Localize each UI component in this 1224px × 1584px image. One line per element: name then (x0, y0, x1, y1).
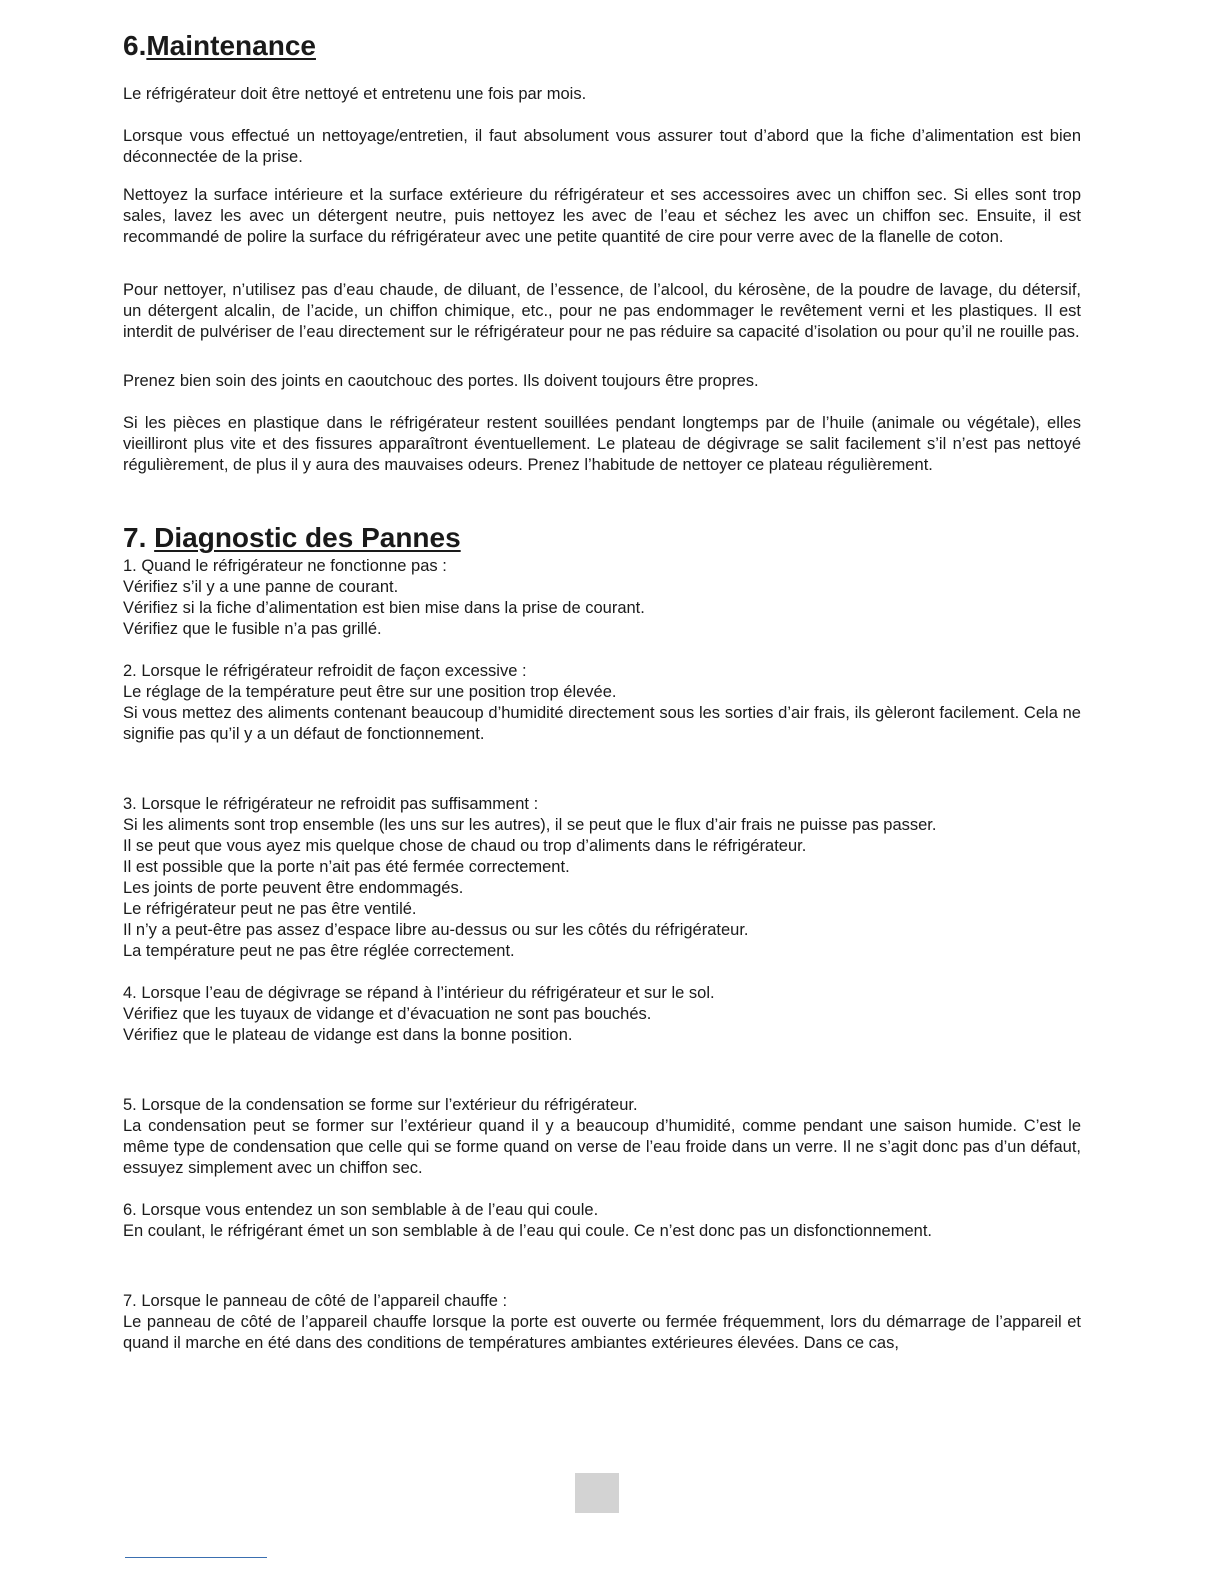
maintenance-paragraph-1: Le réfrigérateur doit être nettoyé et entretenu une fois par mois. (123, 85, 587, 103)
item-2-line: Le réglage de la température peut être sur une position trop élevée. (123, 683, 617, 701)
item-4-heading: 4. Lorsque l’eau de dégivrage se répand à l’intérieur du réfrigérateur et sur le sol. (123, 984, 715, 1002)
item-1-line: Vérifiez que le fusible n’a pas grillé. (123, 620, 382, 638)
item-3-line: Il n’y a peut-être pas assez d’espace libre au-dessus ou sur les côtés du réfrigérateur. (123, 921, 749, 939)
diagnostic-item-7 (123, 1291, 1081, 1354)
item-3-line: Les joints de porte peuvent être endommagés. (123, 879, 464, 897)
diagnostic-item-5 (123, 1095, 1081, 1179)
item-5-paragraph: La condensation peut se former sur l’extérieur quand il y a beaucoup d’humidité, comme pendant une saison humide. C’est le même type de condensation que celle qui se forme quand on verse de l’eau froide dans un verre. Il ne s’agit donc pas d’un défaut, essuyez simplement avec un chiffon sec. (123, 1117, 1081, 1177)
section-7-number: 7. (123, 522, 155, 553)
maintenance-paragraph-3: Nettoyez la surface intérieure et la surface extérieure du réfrigérateur et ses accessoires avec un chiffon sec. Si elles sont trop sales, lavez les avec un détergent neutre, puis nettoyez les avec de l’eau et séchez les avec un chiffon sec. Ensuite, il est recommandé de polire la surface du réfrigérateur avec une petite quantité de cire pour verre avec de la flanelle de coton. (123, 186, 1081, 246)
maintenance-paragraph-4: Pour nettoyer, n’utilisez pas d’eau chaude, de diluant, de l’essence, de l’alcool, du kérosène, de la poudre de lavage, du détersif, un détergent alcalin, de l’acide, un chiffon chimique, etc., pour ne pas endommager le revêtement verni et les plastiques. Il est interdit de pulvériser de l’eau directement sur le réfrigérateur pour ne pas réduire sa capacité d’isolation ou pour qu’il ne rouille pas. (123, 281, 1081, 341)
item-1-line: Vérifiez si la fiche d’alimentation est bien mise dans la prise de courant. (123, 599, 645, 617)
item-3-line: La température peut ne pas être réglée correctement. (123, 942, 515, 960)
item-3-line: Si les aliments sont trop ensemble (les uns sur les autres), il se peut que le flux d’air frais ne puisse pas passer. (123, 816, 937, 834)
section-6-title: Maintenance (146, 30, 316, 61)
section-7-heading (123, 520, 1081, 556)
item-5-heading: 5. Lorsque de la condensation se forme sur l’extérieur du réfrigérateur. (123, 1096, 638, 1114)
item-2-heading: 2. Lorsque le réfrigérateur refroidit de façon excessive : (123, 662, 527, 680)
diagnostic-item-6 (123, 1200, 1081, 1242)
item-7-paragraph: Le panneau de côté de l’appareil chauffe lorsque la porte est ouverte ou fermée fréquemment, lors du démarrage de l’appareil et quand il marche en été dans des conditions de températures ambiantes extérieures élevées. Dans ce cas, (123, 1313, 1081, 1352)
item-1-heading: 1. Quand le réfrigérateur ne fonctionne pas : (123, 557, 447, 575)
item-1-line: Vérifiez s’il y a une panne de courant. (123, 578, 399, 596)
maintenance-paragraph-6: Si les pièces en plastique dans le réfrigérateur restent souillées pendant longtemps par de l’huile (animale ou végétale), elles vieilliront plus vite et des fissures apparaîtront éventuellement. Le plateau de dégivrage se salit facilement s’il n’est pas nettoyé régulièrement, de plus il y aura des mauvaises odeurs. Prenez l’habitude de nettoyer ce plateau régulièrement. (123, 414, 1081, 474)
document-page (123, 28, 1081, 1354)
item-2-paragraph: Si vous mettez des aliments contenant beaucoup d’humidité directement sous les sorties d’air frais, ils gèleront facilement. Cela ne signifie pas qu’il y a un défaut de fonctionnement. (123, 704, 1081, 743)
diagnostic-item-3 (123, 794, 1081, 962)
item-3-heading: 3. Lorsque le réfrigérateur ne refroidit pas suffisamment : (123, 795, 539, 813)
section-7-title: Diagnostic des Pannes (154, 522, 461, 553)
item-4-line: Vérifiez que les tuyaux de vidange et d’évacuation ne sont pas bouchés. (123, 1005, 652, 1023)
maintenance-paragraph-5: Prenez bien soin des joints en caoutchouc des portes. Ils doivent toujours être propres. (123, 372, 759, 390)
item-6-heading: 6. Lorsque vous entendez un son semblable à de l’eau qui coule. (123, 1201, 599, 1219)
page-number-box (575, 1473, 619, 1513)
item-4-line: Vérifiez que le plateau de vidange est dans la bonne position. (123, 1026, 573, 1044)
diagnostic-item-1 (123, 556, 1081, 640)
footnote-rule (125, 1557, 267, 1558)
diagnostic-item-4 (123, 983, 1081, 1046)
section-6-heading (123, 28, 1081, 64)
item-7-heading: 7. Lorsque le panneau de côté de l’appareil chauffe : (123, 1292, 508, 1310)
diagnostic-item-2 (123, 661, 1081, 745)
item-3-line: Il se peut que vous ayez mis quelque chose de chaud ou trop d’aliments dans le réfrigérateur. (123, 837, 807, 855)
item-6-line: En coulant, le réfrigérant émet un son semblable à de l’eau qui coule. Ce n’est donc pas un disfonctionnement. (123, 1222, 932, 1240)
section-6-number: 6. (123, 30, 147, 61)
maintenance-paragraph-2: Lorsque vous effectué un nettoyage/entretien, il faut absolument vous assurer tout d’abord que la fiche d’alimentation est bien déconnectée de la prise. (123, 127, 1081, 166)
item-3-line: Il est possible que la porte n’ait pas été fermée correctement. (123, 858, 570, 876)
item-3-line: Le réfrigérateur peut ne pas être ventilé. (123, 900, 417, 918)
